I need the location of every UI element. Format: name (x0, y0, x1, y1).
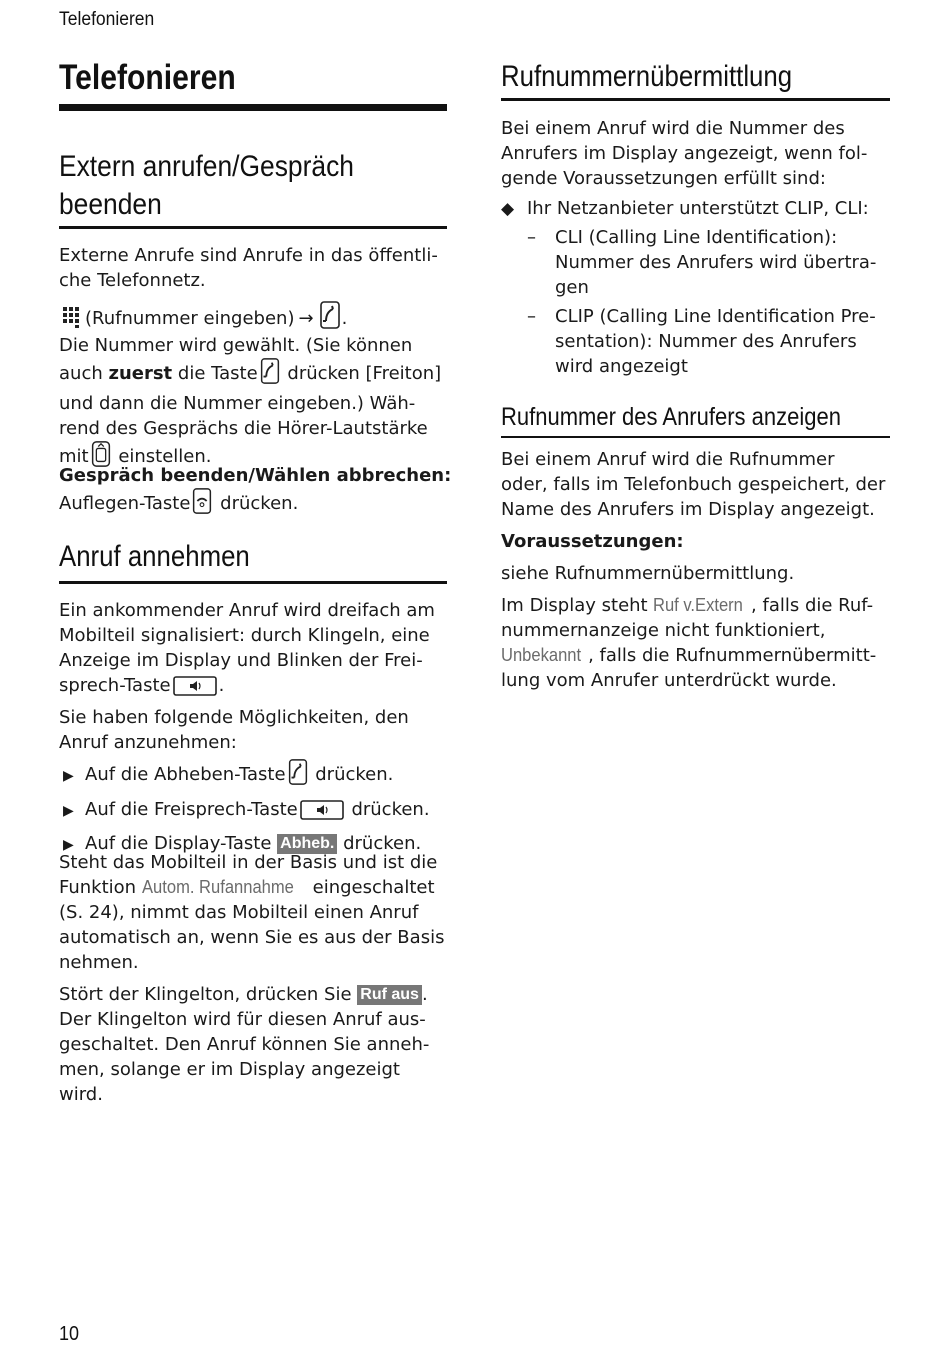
option-list (59, 759, 447, 858)
page-number: 10 (59, 1323, 80, 1345)
end-call-key-icon (192, 488, 212, 521)
keypad-icon (61, 305, 83, 336)
section-heading-extern: Extern anrufen/Gespräch beenden (59, 150, 354, 221)
running-header: Telefonieren (59, 9, 155, 30)
display-key-ruf-aus: Ruf aus (357, 985, 422, 1005)
talk-key-icon (320, 301, 340, 336)
requirements-block: Voraussetzungen: siehe Rufnummernübermittlung. (501, 531, 795, 584)
auto-answer-label: Autom. Rufannahme (141, 877, 294, 897)
section-rule-clip (501, 98, 890, 101)
dial-description: Die Nummer wird gewählt. (Sie können auch zuerst die Taste drücken [Freiton] und dann die Nummer eingeben.) Wäh- rend des Gesprächs die Hörer-Lautstärke mit einstellen. (59, 333, 447, 474)
section-rule-anruf (59, 581, 447, 584)
list-item: ▶ Auf die Abheben-Taste drücken. (59, 759, 447, 792)
dash-item-cli: – CLI (Calling Line Identification): Nummer des Anrufers wird übertra- gen (527, 227, 877, 298)
section-heading-anruf: Anruf annehmen (59, 540, 250, 573)
ringtone-paragraph: Stört der Klingelton, drücken Sie Ruf aus . Der Klingelton wird für diesen Anruf aus- geschaltet. Den Anruf können Sie anneh- men, solange er im Display angezeigt wird. (59, 984, 430, 1105)
section-rule-anzeigen (501, 436, 890, 438)
intro-paragraph: Externe Anrufe sind Anrufe in das öffentli- che Telefonnetz. (59, 245, 438, 291)
title-rule (59, 104, 447, 111)
list-item: ▶ Auf die Display-Taste Abheb. drücken. (59, 831, 447, 858)
list-item: ▶ Auf die Freisprech-Taste drücken. (59, 797, 447, 827)
caller-display-paragraph: Bei einem Anruf wird die Rufnummer oder, falls im Telefonbuch gespeichert, der Name des Anrufers im Display angezeigt. (501, 449, 886, 520)
incoming-paragraph: Ein ankommender Anruf wird dreifach am Mobilteil signalisiert: durch Klingeln, eine Anzeige im Display und Blinken der Frei- sprech-Taste . (59, 598, 447, 703)
section-heading-anrufer-anzeigen: Rufnummer des Anrufers anzeigen (501, 403, 841, 431)
bullet-triangle-icon: ▶ (63, 803, 74, 819)
dial-step: (Rufnummer eingeben) → . (59, 301, 447, 336)
options-intro: Sie haben folgende Möglichkeiten, den Anruf anzunehmen: (59, 707, 409, 753)
display-key-abheb: Abheb. (277, 834, 337, 854)
bullet-triangle-icon: ▶ (63, 768, 74, 784)
display-messages-paragraph: Im Display steht Ruf v.Extern , falls die Ruf- nummernanzeige nicht funktioniert, Unbekannt , falls die Rufnummernübermitt- lung vom Anrufer unterdrückt wurde. (501, 595, 877, 691)
diamond-bullet-icon: ◆ (501, 199, 515, 219)
requirement-item: ◆ Ihr Netzanbieter unterstützt CLIP, CLI: (501, 196, 890, 222)
dash-item-clip: – CLIP (Calling Line Identification Pre- sentation): Nummer des Anrufers wird angezeigt (527, 306, 876, 377)
speaker-key-icon (300, 800, 344, 827)
page-title: Telefonieren (59, 58, 236, 97)
section-rule-extern (59, 226, 447, 229)
section-heading-rufnummernuebermittlung: Rufnummernübermittlung (501, 60, 793, 93)
ruf-v-extern-label: Ruf v.Extern (653, 595, 744, 615)
talk-key-icon (260, 358, 280, 391)
bullet-triangle-icon: ▶ (63, 837, 74, 853)
talk-key-icon (288, 759, 308, 792)
end-call-paragraph: Gespräch beenden/Wählen abbrechen: Auflegen-Taste drücken. (59, 463, 447, 521)
speaker-key-icon (173, 676, 217, 703)
clip-intro: Bei einem Anruf wird die Nummer des Anrufers im Display angezeigt, wenn fol- gende Voraussetzungen erfüllt sind: (501, 118, 868, 189)
auto-answer-paragraph: Steht das Mobilteil in der Basis und ist die Funktion Autom. Rufannahme eingeschaltet (S. 24), nimmt das Mobilteil einen Anruf automatisch an, wenn Sie es aus der Basis nehmen. (59, 852, 445, 973)
unbekannt-label: Unbekannt (501, 645, 582, 665)
